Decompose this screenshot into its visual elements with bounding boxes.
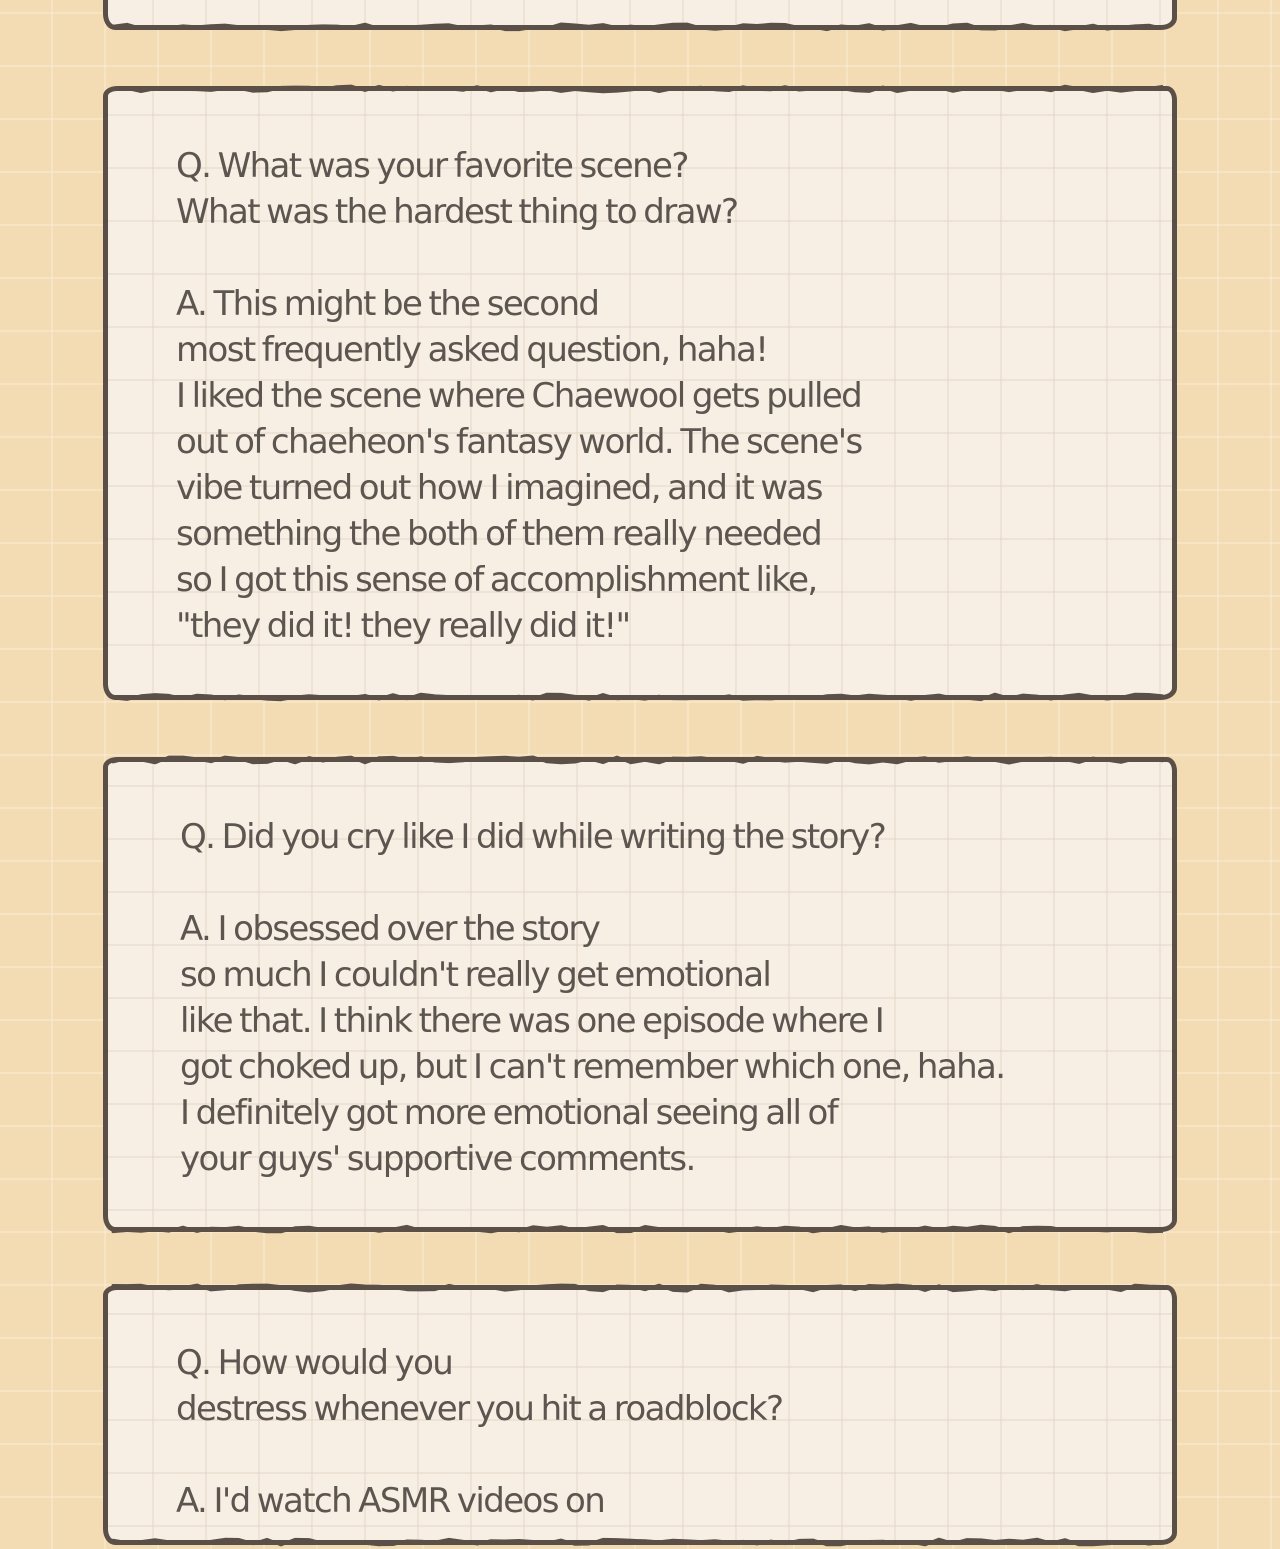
qa-text	[176, 143, 862, 649]
answer-text: A. I obsessed over the story so much I couldn't really get emotional like that. I think there was one episode where I got choked up, but I can't remember which one, haha. I definitely got more emotional seeing all of your guys' supportive comments.	[180, 909, 1005, 1179]
rough-border-bottom	[103, 20, 1177, 34]
rough-border-bottom	[103, 690, 1177, 704]
qa-text	[176, 1340, 782, 1524]
qa-card-previous	[103, 0, 1177, 30]
qa-text	[180, 814, 1004, 1182]
question-text: Q. Did you cry like I did while writing the story?	[180, 817, 886, 857]
question-text: Q. How would you destress whenever you hit a roadblock?	[176, 1343, 783, 1429]
rough-border-top	[103, 1281, 1177, 1295]
qa-card	[103, 86, 1177, 700]
answer-text: A. This might be the second most frequently asked question, haha! I liked the scene where Chaewool gets pulled out of chaeheon's fantasy world. The scene's vibe turned out how I imagined, and it was something the both of them really needed so I got this sense of accomplishment like, "they did it! they really did it!"	[176, 284, 862, 646]
qa-card	[103, 757, 1177, 1232]
rough-border-bottom	[103, 1222, 1177, 1236]
rough-border-bottom	[103, 1535, 1177, 1549]
question-text: Q. What was your favorite scene? What was the hardest thing to draw?	[176, 146, 738, 232]
rough-border-top	[103, 753, 1177, 767]
rough-border-top	[103, 82, 1177, 96]
qa-card	[103, 1285, 1177, 1545]
answer-text: A. I'd watch ASMR videos on	[176, 1481, 605, 1521]
